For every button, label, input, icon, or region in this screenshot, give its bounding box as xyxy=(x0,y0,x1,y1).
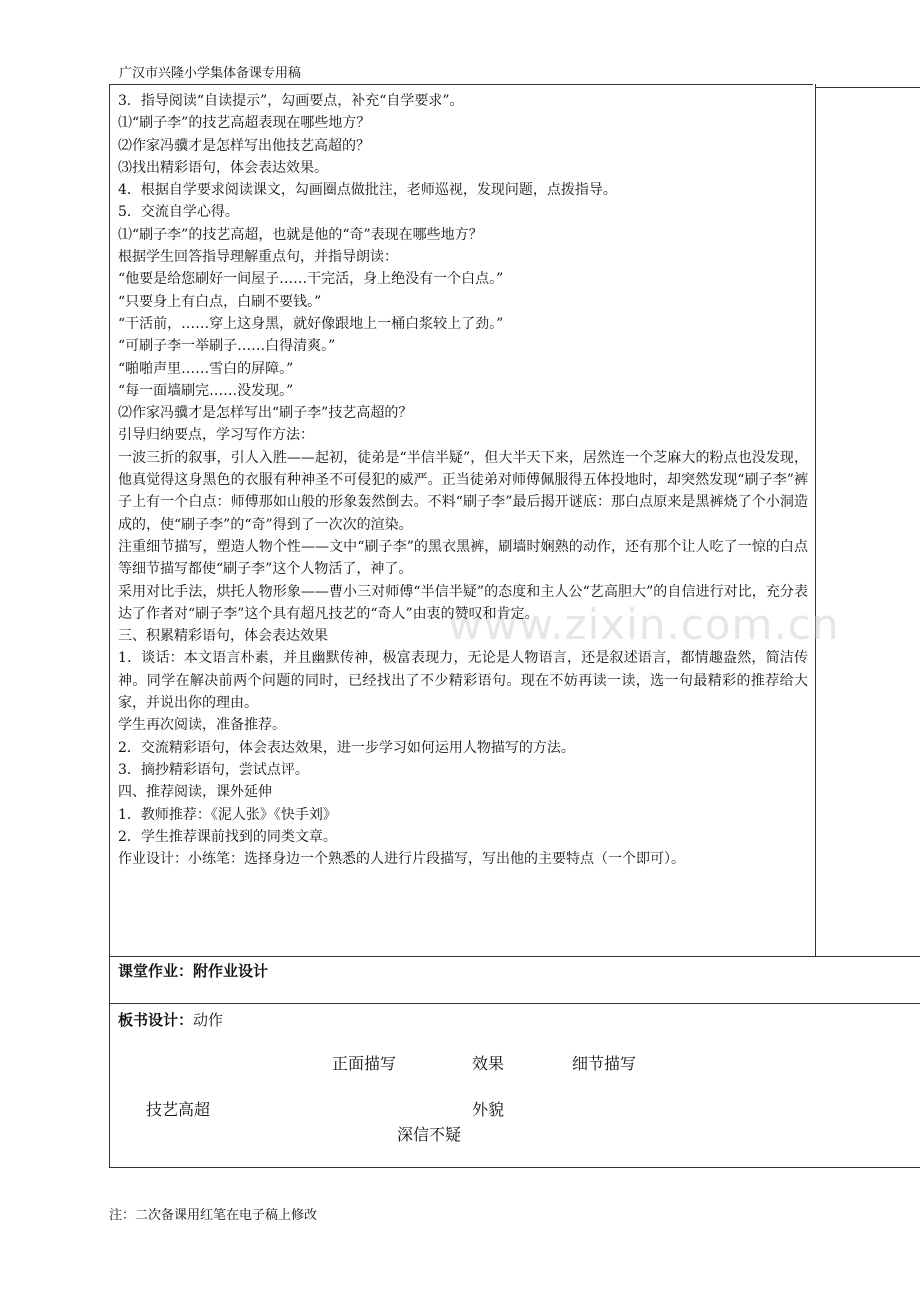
board-word-detail: 细节描写 xyxy=(572,1054,637,1073)
board-word-look: 外貌 xyxy=(472,1100,505,1119)
text-line: ⑵作家冯骥才是怎样写出“刷子李”技艺高超的？ xyxy=(118,405,413,422)
homework-design-line: 作业设计：小练笔：选择身边一个熟悉的人进行片段描写，写出他的主要特点（一个即可）。 xyxy=(118,851,685,868)
text-line: ⑴“刷子李”的技艺高超表现在哪些地方？ xyxy=(118,115,371,132)
text-line: ⑵作家冯骥才是怎样写出他技艺高超的？ xyxy=(118,137,370,154)
board-word-effect: 效果 xyxy=(472,1054,505,1073)
table-row-divider-2 xyxy=(109,1003,920,1004)
board-top-word: 动作 xyxy=(193,1011,224,1029)
paragraph-talk: 1．谈话：本文语言朴素，并且幽默传神，极富表现力，无论是人物语言，还是叙述语言，都情趣盎然，简洁传神。同学在解决前两个问题的同时，已经找出了不少精彩语句。现在不妨再读一读，选一句最精彩的推荐给大家，并说出你的理由。 xyxy=(118,650,808,712)
table-bottom-border xyxy=(109,1167,920,1168)
text-line: 根据学生回答指导理解重点句，并指导朗读： xyxy=(118,249,398,266)
board-word-front: 正面描写 xyxy=(332,1054,397,1073)
footnote: 注：二次备课用红笔在电子稿上修改 xyxy=(109,1208,318,1223)
text-line: 学生再次阅读，准备推荐。 xyxy=(118,717,286,734)
quote-line: “每一面墙刷完……没发现。” xyxy=(118,382,294,399)
table-column-divider xyxy=(815,84,816,956)
quote-line: “只要身上有白点，白刷不要钱。” xyxy=(118,293,322,310)
board-word-believe: 深信不疑 xyxy=(397,1125,462,1144)
text-line: 4．根据自学要求阅读课文，勾画圈点做批注，老师巡视，发现问题，点拨指导。 xyxy=(118,182,617,199)
table-top-right-border xyxy=(815,87,920,88)
board-word-skill: 技艺高超 xyxy=(146,1100,211,1119)
table-left-border xyxy=(109,84,110,1167)
text-line: ⑴“刷子李”的技艺高超，也就是他的“奇”表现在哪些地方？ xyxy=(118,226,483,243)
quote-line: “干活前，……穿上这身黑，就好像跟地上一桶白浆较上了劲。” xyxy=(118,315,504,332)
text-line: 1．教师推荐：《泥人张》《快手刘》 xyxy=(118,806,337,823)
quote-line: “他要是给您刷好一间屋子……干完活，身上绝没有一个白点。” xyxy=(118,271,504,288)
section-heading: 四、推荐阅读，课外延伸 xyxy=(118,784,272,801)
header-rule xyxy=(109,84,813,85)
watermark-text: www.zixin.com.cn xyxy=(448,600,840,649)
table-row-divider-1 xyxy=(109,956,920,957)
header-title: 广汉市兴隆小学集体备课专用稿 xyxy=(119,66,302,81)
paragraph-detail: 注重细节描写，塑造人物个性——文中“刷子李”的黑衣黑裤，刷墙时娴熟的动作，还有那个让人吃了一惊的白点等细节描写都使“刷子李”这个人物活了，神了。 xyxy=(118,538,808,578)
quote-line: “啪啪声里……雪白的屏障。” xyxy=(118,360,294,377)
text-line: 5．交流自学心得。 xyxy=(118,204,239,221)
text-line: 3．摘抄精彩语句，尝试点评。 xyxy=(118,761,309,778)
section-heading: 三、积累精彩语句，体会表达效果 xyxy=(118,628,328,645)
board-design-heading xyxy=(118,1009,223,1031)
text-line: ⑶找出精彩语句，体会表达效果。 xyxy=(118,159,328,176)
text-line: 2．学生推荐课前找到的同类文章。 xyxy=(118,828,337,845)
paragraph-contrast: 采用对比手法，烘托人物形象——曹小三对师傅“半信半疑”的态度和主人公“艺高胆大”的自信进行对比，充分表达了作者对“刷子李”这个具有超凡技艺的“奇人”由衷的赞叹和肯定。 xyxy=(118,583,808,622)
board-design-label: 板书设计： xyxy=(118,1011,194,1029)
quote-line: “可刷子李一举刷子……白得清爽。” xyxy=(118,338,336,355)
text-line: 2．交流精彩语句，体会表达效果，进一步学习如何运用人物描写的方法。 xyxy=(118,739,575,756)
text-line: 3．指导阅读“自读提示”，勾画要点，补充“自学要求”。 xyxy=(118,93,464,109)
paragraph-narrative: 一波三折的叙事，引人入胜——起初，徒弟是“半信半疑”，但大半天下来，居然连一个芝麻大的粉点也没发现，他真觉得这身黑色的衣服有种神圣不可侵犯的威严。正当徒弟对师傅佩服得五体投地时，却突然发现“刷子李”裤子上有一个白点：师傅那如山般的形象轰然倒去。不料“刷子李”最后揭开谜底：那白点原来是黑裤烧了个小洞造成的，使“刷子李”的“奇”得到了一次次的渲染。 xyxy=(118,449,808,533)
homework-label: 课堂作业：附作业设计 xyxy=(118,962,269,980)
lesson-content xyxy=(118,90,808,870)
text-line: 引导归纳要点，学习写作方法： xyxy=(118,427,314,444)
